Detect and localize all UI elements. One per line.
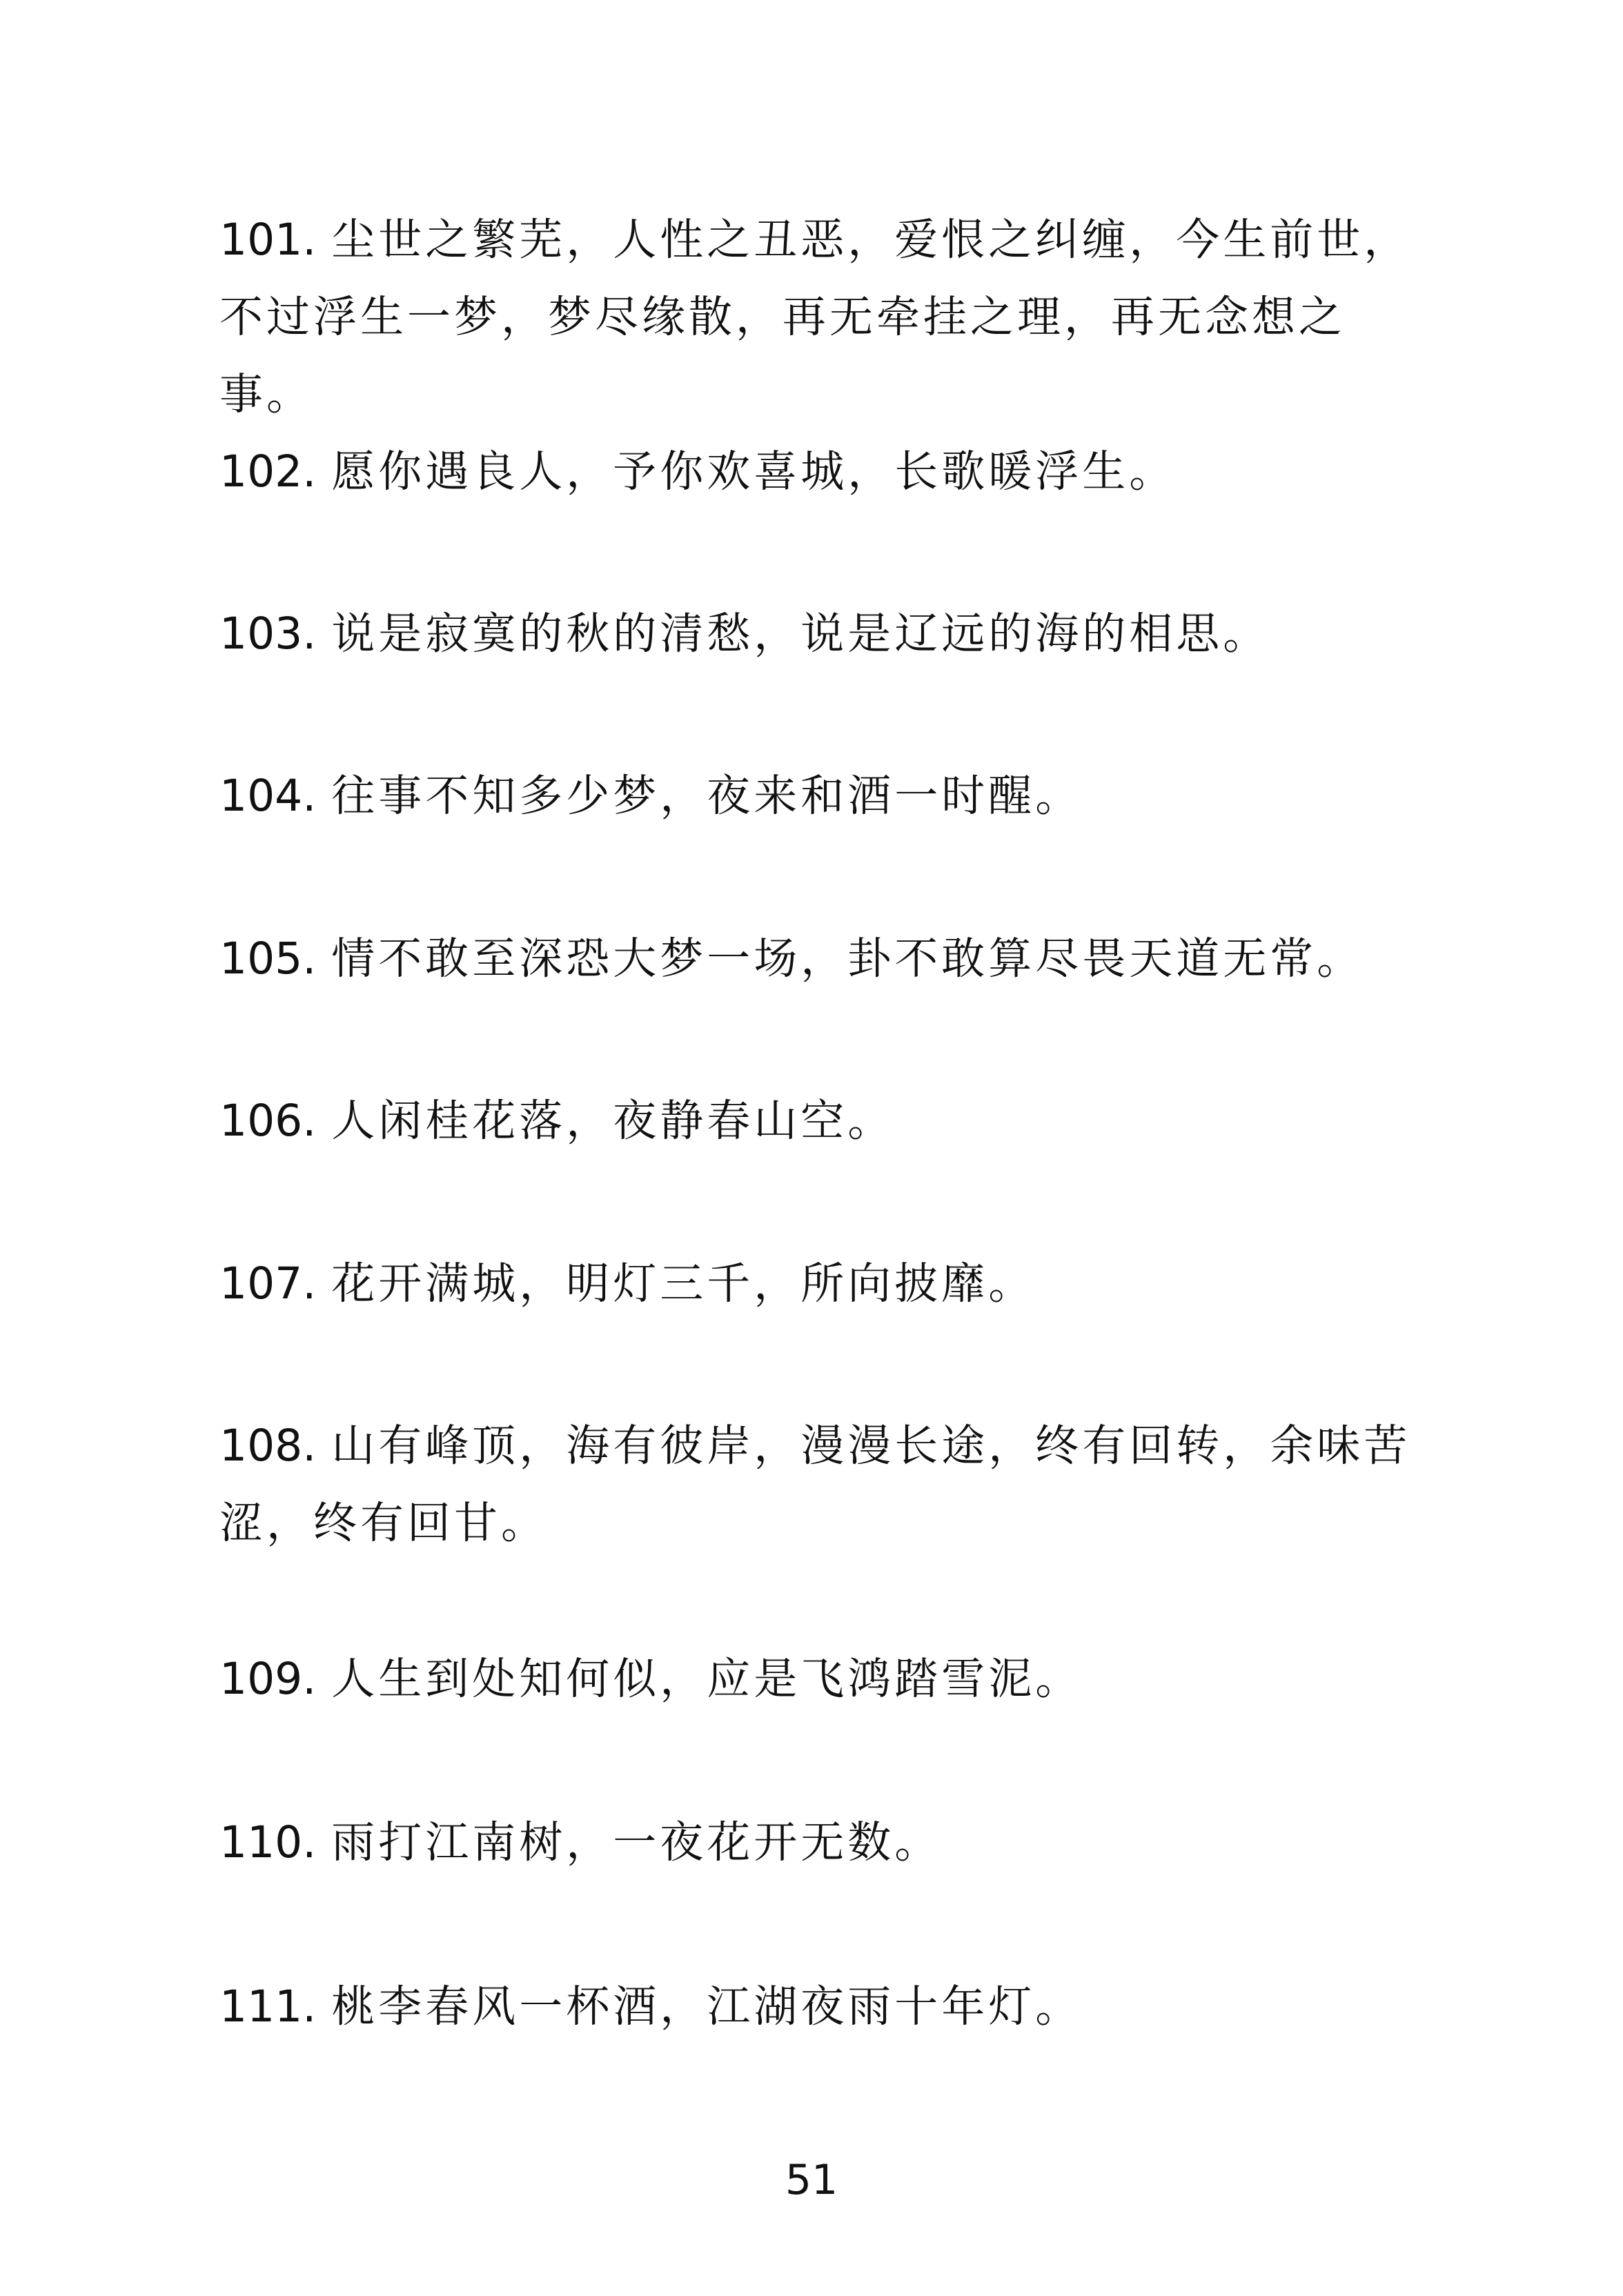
item-number: 105.: [219, 933, 317, 984]
list-item: [219, 758, 1434, 835]
list-item: [219, 433, 1434, 511]
item-number: 103.: [219, 608, 317, 659]
item-number: 109.: [219, 1654, 317, 1704]
list-item: [219, 595, 1434, 673]
item-number: 108.: [219, 1421, 317, 1471]
item-text: 人闲桂花落，夜静春山空。: [331, 1096, 895, 1146]
list-item: [219, 1804, 1434, 1881]
item-number: 110.: [219, 1817, 317, 1868]
item-text: 往事不知多少梦，夜来和酒一时醒。: [331, 771, 1083, 821]
list-item: [219, 920, 1434, 998]
list-item: [219, 201, 1434, 433]
item-number: 102.: [219, 446, 317, 497]
item-text: 情不敢至深恐大梦一场，卦不敢算尽畏天道无常。: [331, 933, 1364, 984]
item-text: 人生到处知何似，应是飞鸿踏雪泥。: [331, 1654, 1083, 1704]
list-item: [219, 1407, 1434, 1562]
item-text: 山有峰顶，海有彼岸，漫漫长途，终有回转，余味苦涩，终有回甘。: [219, 1421, 1411, 1548]
list-item: [219, 1968, 1434, 2046]
item-text: 桃李春风一杯酒，江湖夜雨十年灯。: [331, 1981, 1083, 2032]
item-text: 愿你遇良人，予你欢喜城，长歌暖浮生。: [331, 446, 1177, 497]
item-text: 尘世之繁芜，人性之丑恶，爱恨之纠缠，今生前世，不过浮生一梦，梦尽缘散，再无牵挂之理，再无念想之事。: [219, 215, 1411, 419]
item-number: 104.: [219, 771, 317, 821]
list-item: [219, 1641, 1434, 1718]
list-item: [219, 1245, 1434, 1323]
item-number: 106.: [219, 1096, 317, 1146]
page-number: 51: [785, 2156, 838, 2204]
item-text: 说是寂寞的秋的清愁，说是辽远的海的相思。: [331, 608, 1270, 659]
item-number: 101.: [219, 215, 317, 265]
item-text: 雨打江南树，一夜花开无数。: [331, 1817, 942, 1868]
item-number: 107.: [219, 1258, 317, 1309]
item-text: 花开满城，明灯三千，所向披靡。: [331, 1258, 1036, 1309]
item-number: 111.: [219, 1981, 317, 2032]
list-item: [219, 1082, 1434, 1160]
